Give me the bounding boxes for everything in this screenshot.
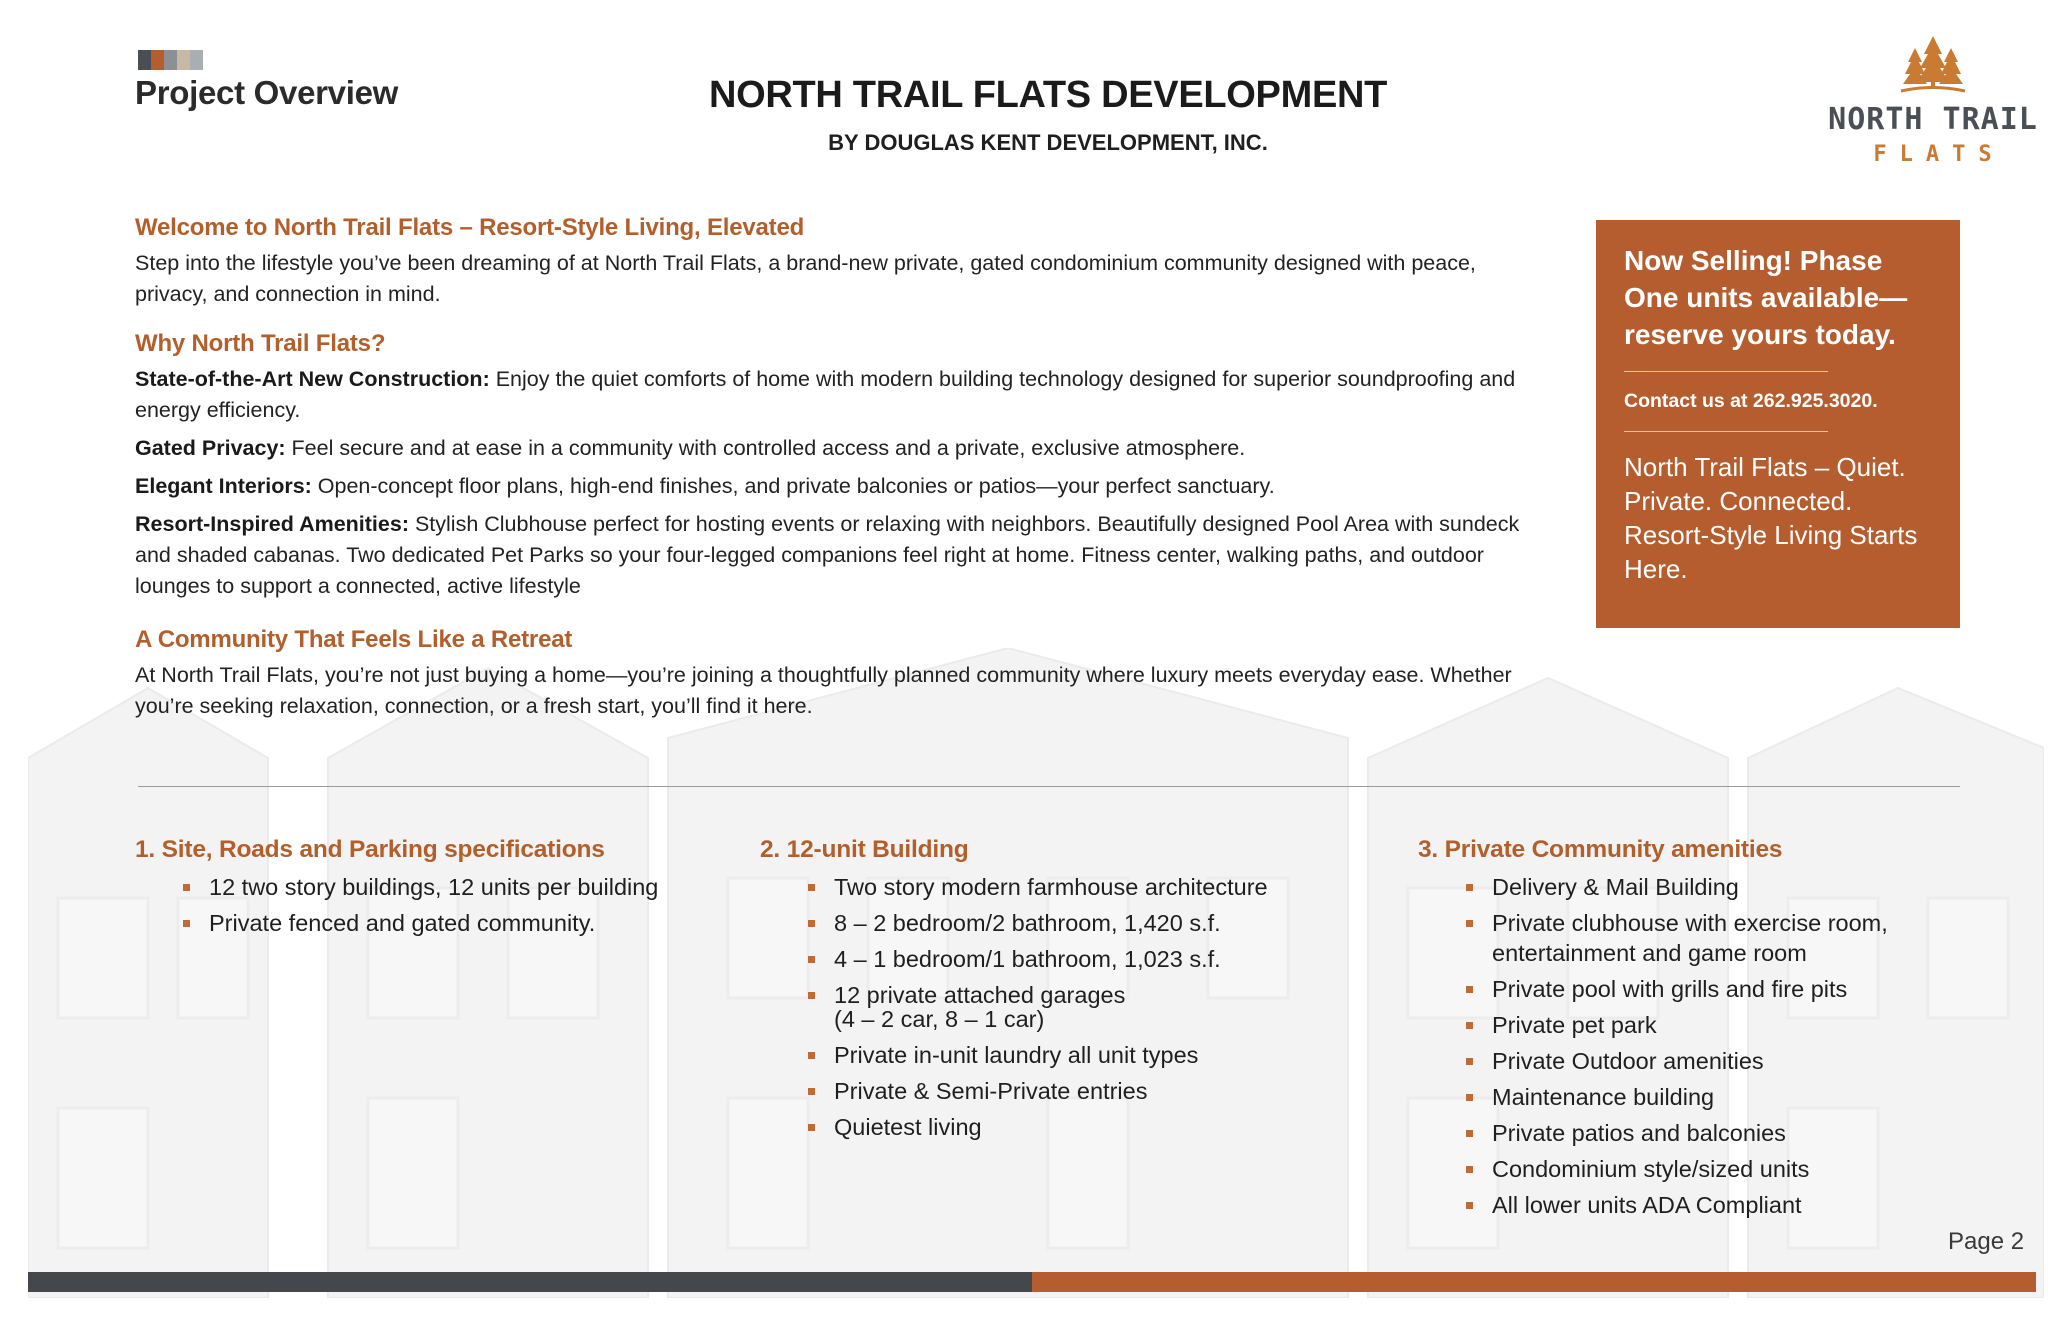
column-title: 2. 12-unit Building bbox=[760, 836, 969, 863]
swatch bbox=[151, 50, 164, 70]
feature-paragraph bbox=[135, 471, 1575, 502]
feature-text: Feel secure and at ease in a community with controlled access and a private, exclusive atmosphere. bbox=[285, 436, 1246, 460]
list-item: Private in-unit laundry all unit types bbox=[834, 1040, 1360, 1070]
callout-divider bbox=[1624, 431, 1828, 432]
page-title: NORTH TRAIL FLATS DEVELOPMENT bbox=[708, 74, 1388, 116]
welcome-text: Step into the lifestyle you’ve been dreaming of at North Trail Flats, a brand-new private, gated condominium community designed with peace, privacy, and connection in mind. bbox=[135, 251, 1476, 306]
swatch bbox=[138, 50, 151, 70]
feature-text: Enjoy the quiet comforts of home with modern building technology designed for superior soundproofing and energy efficiency. bbox=[135, 367, 1516, 422]
list-item: Private patios and balconies bbox=[1492, 1118, 1978, 1148]
footer-bar-orange bbox=[1032, 1272, 2036, 1292]
list-item: 12 two story buildings, 12 units per building bbox=[209, 872, 695, 902]
list-item: Private Outdoor amenities bbox=[1492, 1046, 1978, 1076]
feature-label: Resort-Inspired Amenities: bbox=[135, 512, 409, 536]
list-item-continuation bbox=[834, 1004, 1360, 1034]
list-item: Private pool with grills and fire pits bbox=[1492, 974, 1978, 1004]
swatch bbox=[177, 50, 190, 70]
list-item: Delivery & Mail Building bbox=[1492, 872, 1978, 902]
list-item: 12 private attached garages bbox=[834, 980, 1360, 1010]
feature-label: State-of-the-Art New Construction: bbox=[135, 367, 490, 391]
callout-tagline: North Trail Flats – Quiet. Private. Connected. Resort-Style Living Starts Here. bbox=[1624, 452, 1918, 584]
column-title: 3. Private Community amenities bbox=[1418, 836, 1783, 863]
document-page bbox=[28, 28, 2044, 1298]
north-trail-flats-logo bbox=[1818, 34, 2044, 167]
feature-label: Gated Privacy: bbox=[135, 436, 286, 460]
color-swatch-strip bbox=[138, 50, 203, 70]
list-item: All lower units ADA Compliant bbox=[1492, 1190, 1978, 1220]
pine-trees-icon bbox=[1893, 34, 1973, 96]
feature-text: Open-concept floor plans, high-end finishes, and private balconies or patios—your perfect sanctuary. bbox=[311, 474, 1275, 498]
list-item: Private fenced and gated community. bbox=[209, 908, 695, 938]
list-item: Maintenance building bbox=[1492, 1082, 1978, 1112]
feature-label: Elegant Interiors: bbox=[135, 474, 312, 498]
page-number: Page 2 bbox=[1948, 1228, 2025, 1255]
why-heading: Why North Trail Flats? bbox=[135, 330, 386, 357]
list-item: Quietest living bbox=[834, 1112, 1360, 1142]
list-item: Private clubhouse with exercise room, entertainment and game room bbox=[1492, 908, 1978, 968]
logo-wordmark-top: NORTH TRAIL bbox=[1828, 102, 2038, 137]
now-selling-callout bbox=[1596, 220, 1960, 628]
building-column bbox=[760, 836, 1360, 1148]
list-item: Private & Semi-Private entries bbox=[834, 1076, 1360, 1106]
site-specs-list bbox=[135, 872, 695, 938]
intro-content bbox=[135, 214, 1575, 722]
list-item: Condominium style/sized units bbox=[1492, 1154, 1978, 1184]
callout-divider bbox=[1624, 371, 1828, 372]
amenities-column bbox=[1418, 836, 1978, 1226]
feature-paragraph bbox=[135, 433, 1575, 464]
callout-contact: Contact us at 262.925.3020. bbox=[1624, 390, 1878, 412]
swatch bbox=[190, 50, 203, 70]
building-list bbox=[760, 872, 1360, 1142]
swatch bbox=[164, 50, 177, 70]
feature-paragraph bbox=[135, 364, 1575, 426]
community-heading: A Community That Feels Like a Retreat bbox=[135, 626, 573, 653]
footer-bar-dark bbox=[28, 1272, 1032, 1292]
welcome-heading: Welcome to North Trail Flats – Resort-Style Living, Elevated bbox=[135, 214, 805, 241]
section-divider bbox=[138, 786, 1960, 787]
list-item: 4 – 1 bedroom/1 bathroom, 1,023 s.f. bbox=[834, 944, 1360, 974]
section-label: Project Overview bbox=[135, 74, 399, 111]
list-item: 8 – 2 bedroom/2 bathroom, 1,420 s.f. bbox=[834, 908, 1360, 938]
callout-title: Now Selling! Phase One units available—reserve yours today. bbox=[1624, 245, 1908, 350]
community-text: At North Trail Flats, you’re not just buying a home—you’re joining a thoughtfully planned community where luxury meets everyday ease. Whether you’re seeking relaxation, connection, or a fresh start, you’ll find it here. bbox=[135, 663, 1512, 718]
logo-wordmark-bottom: FLATS bbox=[1873, 142, 2005, 167]
feature-text: Stylish Clubhouse perfect for hosting events or relaxing with neighbors. Beautifully designed Pool Area with sundeck and shaded cabanas. Two dedicated Pet Parks so your four-legged companions feel right at home. Fitness center, walking paths, and outdoor lounges to support a connected, active lifestyle bbox=[135, 512, 1520, 598]
column-title: 1. Site, Roads and Parking specifications bbox=[135, 836, 605, 863]
page-subtitle: BY DOUGLAS KENT DEVELOPMENT, INC. bbox=[828, 130, 1268, 155]
list-item: Two story modern farmhouse architecture bbox=[834, 872, 1360, 902]
amenities-list bbox=[1418, 872, 1978, 1220]
site-specs-column bbox=[135, 836, 695, 944]
feature-paragraph bbox=[135, 509, 1555, 602]
list-item: Private pet park bbox=[1492, 1010, 1978, 1040]
list-item-continuation-text: (4 – 2 car, 8 – 1 car) bbox=[834, 1006, 1045, 1032]
